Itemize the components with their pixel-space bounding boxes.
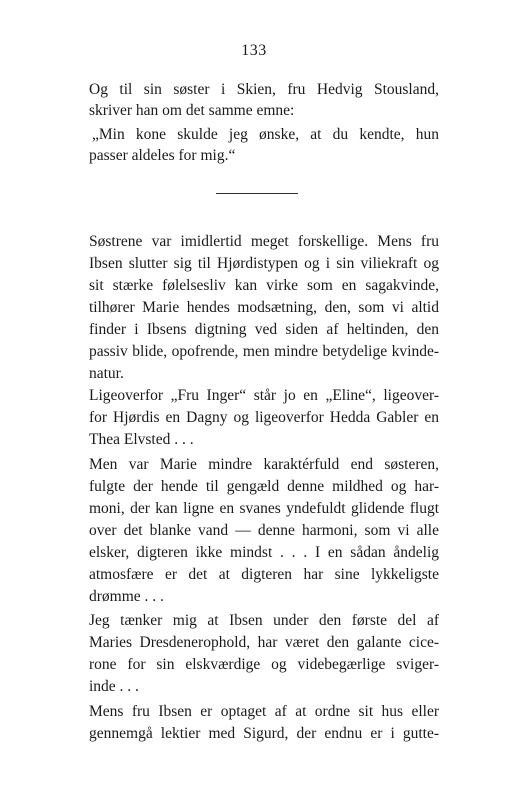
text-line: Ligeoverfor „Fru Inger“ står jo en „Eline“, ligeover- [89,387,439,404]
text-line: Søstrene var imidlertid meget forskellige. Mens fru [89,233,439,250]
text-line: over det blanke vand — denne harmoni, som vi alle [89,522,439,539]
text-line: gennemgå lektier med Sigurd, der endnu er i gutte- [89,725,439,742]
quote-line: „Min kone skulde jeg ønske, at du kendte, hun [92,126,439,143]
text-line: elsker, digteren ikke mindst . . . I en sådan åndelig [89,544,439,561]
text-line: Jeg tænker mig at Ibsen under den første del af [89,612,439,629]
text-line: skriver han om det samme emne: [89,102,295,119]
text-line: Maries Dresdenerophold, har været den galante cice- [89,634,439,651]
text-line: natur. [89,365,124,382]
text-line: fulgte der hende til gengæld denne mildhed og har- [89,478,439,495]
page-number: 133 [241,42,267,59]
text-line: inde . . . [89,678,139,695]
text-line: rone for sin elskværdige og videbegærlige sviger- [89,656,439,673]
text-line: finder i Ibsens digtning ved siden af heltinden, den [89,321,439,338]
text-line: tilhører Marie hendes modsætning, den, som vi altid [89,299,439,316]
text-line: Thea Elvsted . . . [89,431,194,448]
text-line: atmosfære er det at digteren har sine lykkeligste [89,566,439,583]
text-line: sit stærke følelsesliv kan virke som en sagakvinde, [89,277,439,294]
text-line: Ibsen slutter sig til Hjørdistypen og i sin viliekraft og [89,255,439,272]
text-line: drømme . . . [89,588,164,605]
text-line: Og til sin søster i Skien, fru Hedvig Stousland, [89,81,439,98]
quote-line: passer aldeles for mig.“ [89,147,236,164]
text-line: moni, der kan ligne en svanes yndefuldt glidende flugt [89,500,439,517]
text-line: Mens fru Ibsen er optaget af at ordne sit hus eller [89,703,439,720]
section-divider [216,193,298,194]
text-line: for Hjørdis en Dagny og ligeoverfor Hedda Gabler en [89,409,439,426]
text-line: passiv blide, opofrende, men mindre betydelige kvinde- [89,343,439,360]
text-line: Men var Marie mindre karaktérfuld end søsteren, [89,456,439,473]
